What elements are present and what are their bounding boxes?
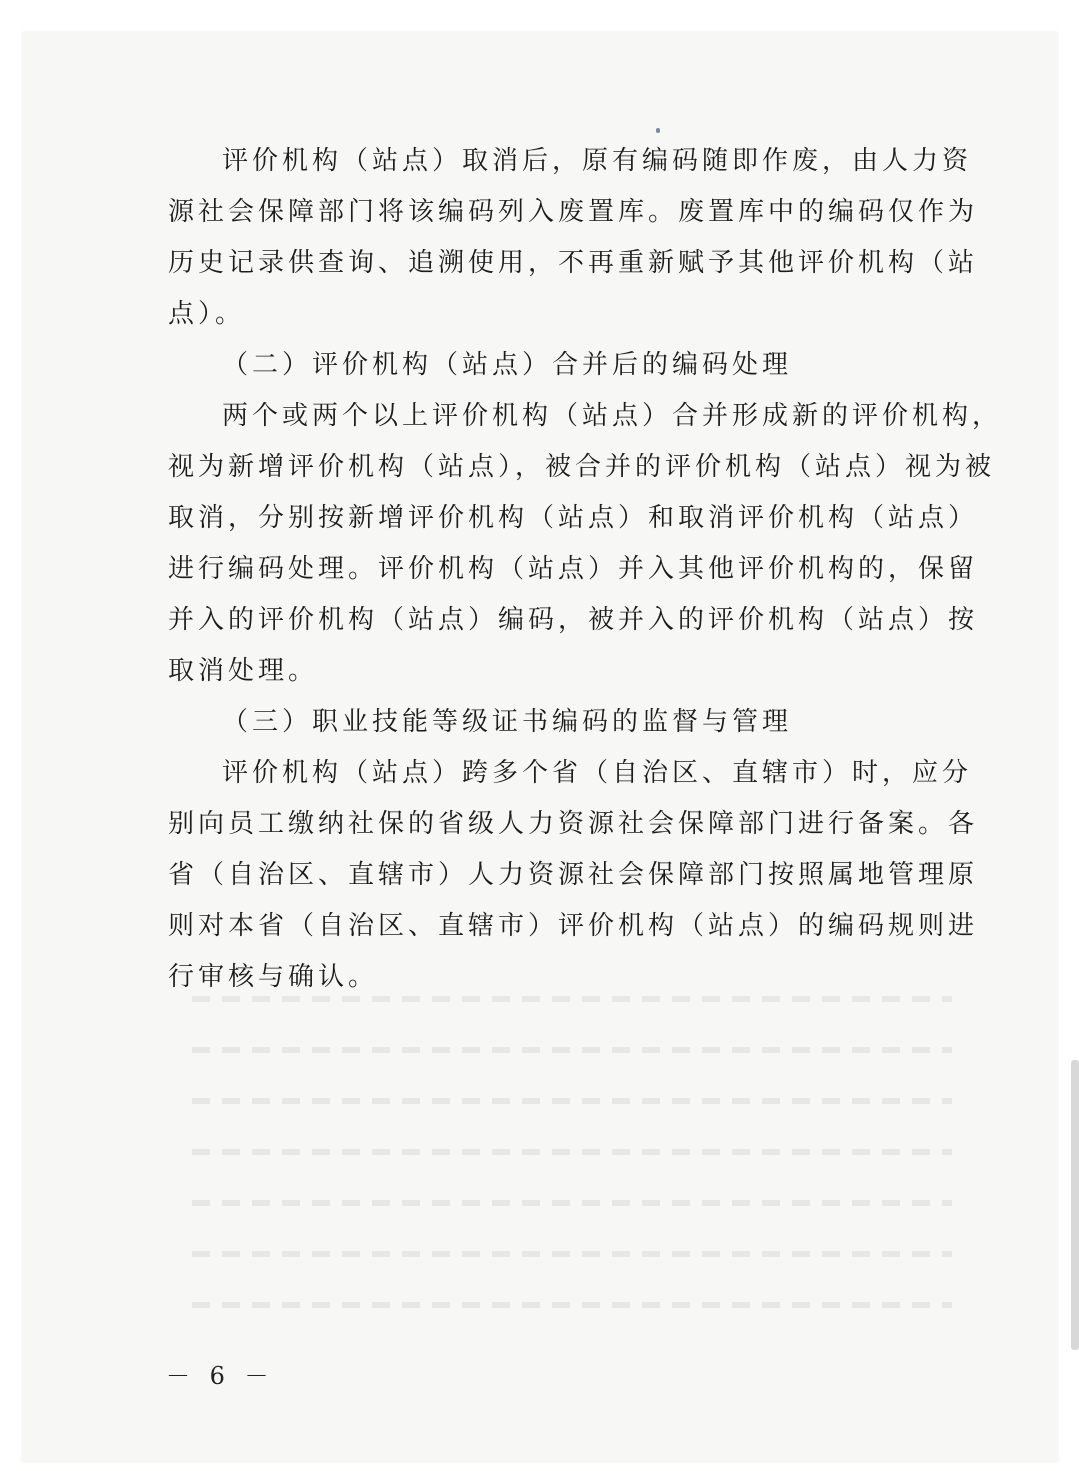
paragraph-line: 点）。: [168, 299, 246, 329]
bleed-through-text: [192, 972, 952, 1332]
paragraph-line: 省（自治区、直辖市）人力资源社会保障部门按照属地管理原: [168, 860, 979, 890]
paragraph-line: 评价机构（站点）跨多个省（自治区、直辖市）时，应分: [222, 758, 973, 788]
section-heading-2: （二）评价机构（站点）合并后的编码处理: [222, 350, 793, 380]
document-body: [168, 136, 1003, 1003]
scan-speck: [656, 128, 660, 133]
paragraph-line: 行审核与确认。: [168, 962, 379, 992]
paragraph-line: 评价机构（站点）取消后，原有编码随即作废，由人力资: [222, 146, 973, 176]
paragraph-line: 视为新增评价机构（站点），被合并的评价机构（站点）视为被: [168, 452, 996, 482]
paragraph-line: 并入的评价机构（站点）编码，被并入的评价机构（站点）按: [168, 605, 979, 635]
paragraph-line: 取消，分别按新增评价机构（站点）和取消评价机构（站点）: [168, 503, 979, 533]
paragraph-line: 进行编码处理。评价机构（站点）并入其他评价机构的，保留: [168, 554, 979, 584]
scrollbar-thumb[interactable]: [1071, 1060, 1079, 1350]
paragraph-line: 则对本省（自治区、直辖市）评价机构（站点）的编码规则进: [168, 911, 979, 941]
paragraph-line: 两个或两个以上评价机构（站点）合并形成新的评价机构，: [222, 401, 1003, 431]
section-heading-3: （三）职业技能等级证书编码的监督与管理: [222, 707, 793, 737]
paragraph-line: 历史记录供查询、追溯使用，不再重新赋予其他评价机构（站: [168, 248, 979, 278]
page-number: － 6 －: [166, 1362, 275, 1390]
paragraph-line: 源社会保障部门将该编码列入废置库。废置库中的编码仅作为: [168, 197, 979, 227]
paragraph-line: 别向员工缴纳社保的省级人力资源社会保障部门进行备案。各: [168, 809, 979, 839]
paragraph-line: 取消处理。: [168, 656, 319, 686]
